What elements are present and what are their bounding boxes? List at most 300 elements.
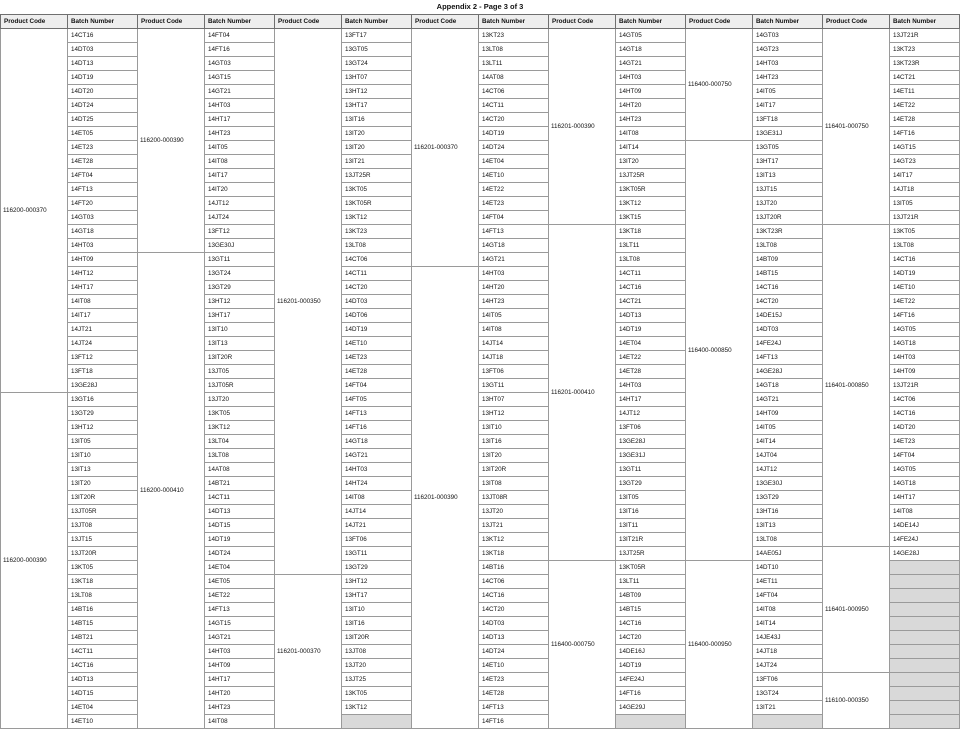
product-code-cell: 14DT13 <box>479 631 549 645</box>
product-code-cell: 14CT11 <box>616 267 686 281</box>
product-code-cell: 13GT11 <box>479 379 549 393</box>
product-code-cell: 13KT05 <box>890 225 960 239</box>
header-cell: Product Code <box>823 15 890 29</box>
product-code-cell: 14ET28 <box>68 155 138 169</box>
product-code-cell: 14ET05 <box>68 127 138 141</box>
empty-cell <box>890 659 960 673</box>
product-code-cell: 14DT15 <box>205 519 275 533</box>
product-code-cell: 14HT23 <box>479 295 549 309</box>
product-code-cell: 14JT18 <box>890 183 960 197</box>
product-code-cell: 13KT15 <box>616 211 686 225</box>
product-code-cell: 14DT13 <box>68 57 138 71</box>
product-code-cell: 14HT03 <box>342 463 412 477</box>
product-code-cell: 14AT08 <box>205 463 275 477</box>
product-code-cell: 13IT20 <box>342 141 412 155</box>
product-code-cell: 14GT23 <box>753 43 823 57</box>
product-code-cell: 14GT21 <box>616 57 686 71</box>
product-code-cell: 13GE30J <box>753 477 823 491</box>
product-code-cell: 13GT24 <box>342 57 412 71</box>
product-code-cell: 14BT21 <box>68 631 138 645</box>
product-code-cell: 13LT08 <box>753 533 823 547</box>
product-code-cell: 13HT17 <box>342 99 412 113</box>
product-code-cell: 13IT08 <box>479 477 549 491</box>
product-code-cell: 14DT20 <box>890 421 960 435</box>
empty-cell <box>616 715 686 729</box>
product-code-cell: 13HT12 <box>342 85 412 99</box>
product-code-cell: 14JT12 <box>616 407 686 421</box>
product-code-cell: 14DE15J <box>753 309 823 323</box>
product-code-cell: 13FT17 <box>342 29 412 43</box>
product-code-cell: 14HT20 <box>616 99 686 113</box>
product-code-cell: 14CT11 <box>479 99 549 113</box>
product-code-cell: 13JT21 <box>479 519 549 533</box>
product-code-cell: 13JT21R <box>890 211 960 225</box>
batch-number-cell: 116400-000750 <box>549 561 616 729</box>
product-code-cell: 14GT05 <box>890 323 960 337</box>
product-code-cell: 13IT10 <box>342 603 412 617</box>
product-code-cell: 14DT03 <box>479 617 549 631</box>
product-code-cell: 14CT11 <box>68 645 138 659</box>
product-code-cell: 14GT18 <box>890 337 960 351</box>
product-code-cell: 13IT13 <box>68 463 138 477</box>
product-code-cell: 14IT05 <box>479 309 549 323</box>
product-code-cell: 14ET04 <box>205 561 275 575</box>
product-code-cell: 14DT19 <box>616 323 686 337</box>
product-code-cell: 13LT08 <box>205 449 275 463</box>
product-code-cell: 14DT19 <box>68 71 138 85</box>
product-code-cell: 14HT09 <box>205 659 275 673</box>
product-code-cell: 14ET22 <box>890 295 960 309</box>
product-code-cell: 14FT13 <box>479 701 549 715</box>
product-code-cell: 14ET22 <box>205 589 275 603</box>
product-code-cell: 13KT05R <box>616 183 686 197</box>
table-row <box>1 29 960 43</box>
product-code-cell: 14ET10 <box>890 281 960 295</box>
product-code-cell: 14JT14 <box>342 505 412 519</box>
product-code-cell: 13JT20 <box>205 393 275 407</box>
product-code-cell: 14HT09 <box>890 365 960 379</box>
product-code-cell: 13IT13 <box>753 169 823 183</box>
product-code-cell: 14ET22 <box>890 99 960 113</box>
product-code-cell: 13KT23 <box>479 29 549 43</box>
product-code-cell: 13IT11 <box>616 519 686 533</box>
product-code-cell: 13KT12 <box>205 421 275 435</box>
empty-cell <box>890 715 960 729</box>
product-code-cell: 13FT06 <box>753 673 823 687</box>
product-code-cell: 14ET10 <box>479 169 549 183</box>
product-code-cell: 14DT19 <box>479 127 549 141</box>
product-code-cell: 13JT20R <box>68 547 138 561</box>
product-code-cell: 14IT14 <box>753 617 823 631</box>
product-code-cell: 13IT05 <box>616 491 686 505</box>
product-code-cell: 14CT20 <box>479 603 549 617</box>
product-code-cell: 13IT16 <box>479 435 549 449</box>
product-code-cell: 14HT03 <box>890 351 960 365</box>
header-cell: Batch Number <box>890 15 960 29</box>
header-cell: Batch Number <box>68 15 138 29</box>
product-code-cell: 14HT03 <box>479 267 549 281</box>
product-code-cell: 13IT20R <box>68 491 138 505</box>
product-code-cell: 13KT05 <box>68 561 138 575</box>
product-code-cell: 13JT20 <box>342 659 412 673</box>
product-code-cell: 14IT14 <box>753 435 823 449</box>
product-code-cell: 14JT18 <box>479 351 549 365</box>
product-code-cell: 14ET23 <box>68 141 138 155</box>
product-code-cell: 13JT25R <box>616 169 686 183</box>
product-code-cell: 14BT16 <box>479 561 549 575</box>
empty-cell <box>342 715 412 729</box>
product-code-cell: 14JT14 <box>479 337 549 351</box>
product-code-cell: 13HT12 <box>205 295 275 309</box>
product-code-cell: 14FT20 <box>68 197 138 211</box>
product-code-cell: 14ET04 <box>479 155 549 169</box>
product-code-cell: 14FT16 <box>890 309 960 323</box>
product-code-cell: 14GT15 <box>890 141 960 155</box>
product-code-cell: 14DT19 <box>342 323 412 337</box>
product-code-cell: 14GT15 <box>205 617 275 631</box>
product-code-cell: 14GT18 <box>616 43 686 57</box>
product-code-cell: 13LT11 <box>479 57 549 71</box>
product-code-cell: 14CT11 <box>205 491 275 505</box>
product-code-cell: 14CT16 <box>616 281 686 295</box>
product-code-cell: 13IT13 <box>753 519 823 533</box>
product-code-cell: 14BT15 <box>753 267 823 281</box>
product-code-cell: 14GT18 <box>68 225 138 239</box>
product-code-cell: 14DT19 <box>890 267 960 281</box>
product-code-cell: 14ET23 <box>890 435 960 449</box>
product-code-cell: 14HT09 <box>68 253 138 267</box>
product-code-cell: 14FE24J <box>616 673 686 687</box>
product-code-cell: 13HT12 <box>479 407 549 421</box>
product-code-cell: 13GT29 <box>753 491 823 505</box>
product-code-cell: 14HT20 <box>205 687 275 701</box>
product-code-cell: 14ET22 <box>616 351 686 365</box>
product-code-cell: 13FT12 <box>205 225 275 239</box>
product-code-cell: 14CT16 <box>890 253 960 267</box>
product-code-cell: 14ET11 <box>890 85 960 99</box>
product-code-cell: 13KT05R <box>616 561 686 575</box>
product-code-cell: 13GE30J <box>205 239 275 253</box>
product-code-cell: 13GT11 <box>205 253 275 267</box>
product-code-cell: 14HT03 <box>68 239 138 253</box>
product-code-cell: 13IT16 <box>342 617 412 631</box>
product-code-cell: 14IT17 <box>68 309 138 323</box>
empty-cell <box>890 561 960 575</box>
product-code-cell: 13KT05 <box>205 407 275 421</box>
product-code-cell: 13FT18 <box>753 113 823 127</box>
product-code-cell: 14FT04 <box>342 379 412 393</box>
product-code-cell: 14HT09 <box>753 407 823 421</box>
product-code-cell: 13IT20R <box>479 463 549 477</box>
product-code-cell: 14GT21 <box>753 393 823 407</box>
product-code-cell: 13JT05R <box>205 379 275 393</box>
batch-number-cell: 116200-000390 <box>1 393 68 729</box>
product-code-cell: 13GT11 <box>342 547 412 561</box>
product-code-cell: 14FT16 <box>479 715 549 729</box>
product-code-cell: 14IT05 <box>753 421 823 435</box>
product-code-cell: 14JT24 <box>68 337 138 351</box>
product-code-cell: 13IT05 <box>890 197 960 211</box>
header-row <box>1 15 960 29</box>
product-code-cell: 13GT29 <box>68 407 138 421</box>
product-code-cell: 13GT24 <box>753 687 823 701</box>
product-code-cell: 13JT20R <box>753 211 823 225</box>
product-code-cell: 14GT03 <box>205 57 275 71</box>
product-code-cell: 14JE43J <box>753 631 823 645</box>
product-code-cell: 13KT18 <box>479 547 549 561</box>
product-code-cell: 13GT16 <box>68 393 138 407</box>
product-code-cell: 14DT20 <box>68 85 138 99</box>
product-code-cell: 14IT08 <box>68 295 138 309</box>
product-code-cell: 14DT13 <box>205 505 275 519</box>
product-code-cell: 14ET04 <box>68 701 138 715</box>
product-code-cell: 14HT03 <box>616 379 686 393</box>
empty-cell <box>890 701 960 715</box>
product-code-cell: 14DT24 <box>68 99 138 113</box>
product-code-cell: 14JT24 <box>205 211 275 225</box>
batch-number-cell: 116201-000390 <box>549 29 616 225</box>
product-code-cell: 14DT03 <box>68 43 138 57</box>
product-code-cell: 14JT18 <box>753 645 823 659</box>
product-code-cell: 14HT03 <box>205 99 275 113</box>
product-code-cell: 13JT05R <box>68 505 138 519</box>
product-code-cell: 14IT17 <box>205 169 275 183</box>
product-code-cell: 13LT11 <box>616 575 686 589</box>
product-code-cell: 14ET23 <box>342 351 412 365</box>
product-code-cell: 14GT18 <box>753 379 823 393</box>
product-code-cell: 14FT04 <box>205 29 275 43</box>
product-code-cell: 14FE24J <box>890 533 960 547</box>
product-code-cell: 13IT21 <box>342 155 412 169</box>
header-cell: Product Code <box>686 15 753 29</box>
product-code-cell: 14GT18 <box>342 435 412 449</box>
product-code-cell: 14ET23 <box>479 673 549 687</box>
product-code-cell: 14BT09 <box>753 253 823 267</box>
product-code-cell: 14FT05 <box>342 393 412 407</box>
product-code-cell: 14FT13 <box>205 603 275 617</box>
product-code-cell: 14ET10 <box>68 715 138 729</box>
product-code-cell: 13HT07 <box>342 71 412 85</box>
product-code-cell: 14HT12 <box>68 267 138 281</box>
product-code-cell: 13FT18 <box>68 365 138 379</box>
product-code-cell: 13KT23 <box>890 43 960 57</box>
product-code-cell: 14CT20 <box>616 631 686 645</box>
batch-number-cell: 116200-000370 <box>1 29 68 393</box>
product-code-cell: 13HT07 <box>479 393 549 407</box>
product-code-cell: 14ET10 <box>342 337 412 351</box>
product-code-cell: 13KT12 <box>342 211 412 225</box>
product-code-cell: 14GE28J <box>890 547 960 561</box>
batch-number-cell: 116201-000350 <box>275 29 342 575</box>
product-code-cell: 14JT21 <box>342 519 412 533</box>
product-code-cell: 13IT20 <box>342 127 412 141</box>
product-code-cell: 14DT03 <box>342 295 412 309</box>
product-code-cell: 14HT24 <box>342 477 412 491</box>
product-code-cell: 14GT21 <box>205 631 275 645</box>
batch-number-cell: 116200-000390 <box>138 29 205 253</box>
product-code-cell: 13KT18 <box>616 225 686 239</box>
header-cell: Batch Number <box>479 15 549 29</box>
product-code-cell: 13KT23 <box>342 225 412 239</box>
empty-cell <box>890 617 960 631</box>
product-code-cell: 13LT08 <box>616 253 686 267</box>
product-code-cell: 14FT13 <box>342 407 412 421</box>
product-code-cell: 14ET22 <box>479 183 549 197</box>
product-code-cell: 14CT16 <box>479 589 549 603</box>
product-code-cell: 14IT05 <box>205 141 275 155</box>
product-code-cell: 14HT03 <box>753 57 823 71</box>
product-code-cell: 14IT08 <box>342 491 412 505</box>
product-code-cell: 13JT25R <box>342 169 412 183</box>
product-code-cell: 13FT06 <box>616 421 686 435</box>
product-code-cell: 14CT11 <box>342 267 412 281</box>
product-code-cell: 14FT04 <box>68 169 138 183</box>
batch-table <box>0 14 959 729</box>
product-code-cell: 14IT17 <box>753 99 823 113</box>
product-code-cell: 14GT23 <box>890 155 960 169</box>
product-code-cell: 13FT06 <box>479 365 549 379</box>
header-cell: Product Code <box>412 15 479 29</box>
product-code-cell: 13IT10 <box>68 449 138 463</box>
product-code-cell: 14IT08 <box>753 603 823 617</box>
product-code-cell: 14JT12 <box>205 197 275 211</box>
product-code-cell: 14ET04 <box>616 337 686 351</box>
batch-number-cell: 116400-000950 <box>686 561 753 729</box>
product-code-cell: 14JT12 <box>753 463 823 477</box>
product-code-cell: 13LT08 <box>479 43 549 57</box>
product-code-cell: 13FT06 <box>342 533 412 547</box>
product-code-cell: 14ET23 <box>479 197 549 211</box>
product-code-cell: 14DT24 <box>205 547 275 561</box>
product-code-cell: 14HT17 <box>205 673 275 687</box>
product-code-cell: 13IT20 <box>68 477 138 491</box>
product-code-cell: 14JT24 <box>753 659 823 673</box>
product-code-cell: 14FE24J <box>753 337 823 351</box>
product-code-cell: 13IT20 <box>479 449 549 463</box>
product-code-cell: 14HT09 <box>616 85 686 99</box>
batch-number-cell: 116201-000410 <box>549 225 616 561</box>
product-code-cell: 14GT18 <box>479 239 549 253</box>
product-code-cell: 14CT20 <box>479 113 549 127</box>
product-code-cell: 13FT12 <box>68 351 138 365</box>
product-code-cell: 13IT05 <box>68 435 138 449</box>
product-code-cell: 14AE05J <box>753 547 823 561</box>
product-code-cell: 13KT12 <box>616 197 686 211</box>
product-code-cell: 14ET28 <box>616 365 686 379</box>
header-cell: Product Code <box>1 15 68 29</box>
product-code-cell: 14GT05 <box>890 463 960 477</box>
product-code-cell: 13IT21 <box>753 701 823 715</box>
product-code-cell: 13KT12 <box>342 701 412 715</box>
batch-number-cell: 116400-000850 <box>686 141 753 561</box>
product-code-cell: 13LT08 <box>68 589 138 603</box>
product-code-cell: 14CT16 <box>68 29 138 43</box>
header-cell: Batch Number <box>342 15 412 29</box>
product-code-cell: 14BT15 <box>616 603 686 617</box>
product-code-cell: 14CT20 <box>342 281 412 295</box>
product-code-cell: 14DT13 <box>616 309 686 323</box>
product-code-cell: 14GT21 <box>205 85 275 99</box>
product-code-cell: 14HT23 <box>205 701 275 715</box>
product-code-cell: 14IT20 <box>205 183 275 197</box>
batch-number-cell: 116400-000750 <box>686 29 753 141</box>
batch-number-cell: 116401-000750 <box>823 29 890 225</box>
product-code-cell: 13JT08 <box>68 519 138 533</box>
product-code-cell: 14ET10 <box>479 659 549 673</box>
product-code-cell: 13JT21R <box>890 29 960 43</box>
empty-cell <box>890 673 960 687</box>
product-code-cell: 13GE31J <box>753 127 823 141</box>
product-code-cell: 13GT05 <box>753 141 823 155</box>
product-code-cell: 13HT17 <box>753 155 823 169</box>
product-code-cell: 14IT08 <box>205 155 275 169</box>
product-code-cell: 14CT21 <box>616 295 686 309</box>
header-cell: Batch Number <box>616 15 686 29</box>
empty-cell <box>890 575 960 589</box>
product-code-cell: 14IT14 <box>616 141 686 155</box>
product-code-cell: 14GT21 <box>479 253 549 267</box>
product-code-cell: 14HT17 <box>68 281 138 295</box>
header-cell: Batch Number <box>205 15 275 29</box>
product-code-cell: 14DT06 <box>342 309 412 323</box>
product-code-cell: 13KT05 <box>342 183 412 197</box>
product-code-cell: 13IT20R <box>205 351 275 365</box>
empty-cell <box>890 687 960 701</box>
batch-number-cell: 116201-000370 <box>275 575 342 729</box>
product-code-cell: 14DT15 <box>68 687 138 701</box>
product-code-cell: 14CT16 <box>753 281 823 295</box>
product-code-cell: 14HT17 <box>205 113 275 127</box>
product-code-cell: 14FT16 <box>205 43 275 57</box>
empty-cell <box>890 631 960 645</box>
product-code-cell: 14IT08 <box>479 323 549 337</box>
product-code-cell: 13IT13 <box>205 337 275 351</box>
product-code-cell: 14FT16 <box>616 687 686 701</box>
product-code-cell: 14HT20 <box>479 281 549 295</box>
product-code-cell: 13HT17 <box>205 309 275 323</box>
product-code-cell: 14ET05 <box>205 575 275 589</box>
batch-number-cell: 116100-000350 <box>823 673 890 729</box>
product-code-cell: 14JT04 <box>753 449 823 463</box>
product-code-cell: 14FT13 <box>479 225 549 239</box>
product-code-cell: 13JT05 <box>205 365 275 379</box>
product-code-cell: 14DE14J <box>890 519 960 533</box>
product-code-cell: 13JT25 <box>342 673 412 687</box>
product-code-cell: 13IT16 <box>616 505 686 519</box>
product-code-cell: 14FT13 <box>68 183 138 197</box>
product-code-cell: 14CT06 <box>479 85 549 99</box>
product-code-cell: 13IT20R <box>342 631 412 645</box>
batch-number-cell: 116401-000850 <box>823 225 890 547</box>
empty-cell <box>753 715 823 729</box>
product-code-cell: 13LT08 <box>753 239 823 253</box>
product-code-cell: 14ET11 <box>753 575 823 589</box>
product-code-cell: 13HT12 <box>342 575 412 589</box>
product-code-cell: 14FT13 <box>753 351 823 365</box>
product-code-cell: 13IT10 <box>479 421 549 435</box>
product-code-cell: 14HT23 <box>753 71 823 85</box>
product-code-cell: 13JT20 <box>479 505 549 519</box>
product-code-cell: 14CT16 <box>616 617 686 631</box>
product-code-cell: 13GT24 <box>205 267 275 281</box>
product-code-cell: 14DT24 <box>479 645 549 659</box>
product-code-cell: 14HT17 <box>890 491 960 505</box>
batch-number-cell: 116401-000950 <box>823 547 890 673</box>
product-code-cell: 14JT21 <box>68 323 138 337</box>
product-code-cell: 14FT04 <box>479 211 549 225</box>
product-code-cell: 13GT29 <box>616 477 686 491</box>
product-code-cell: 14DT10 <box>753 561 823 575</box>
